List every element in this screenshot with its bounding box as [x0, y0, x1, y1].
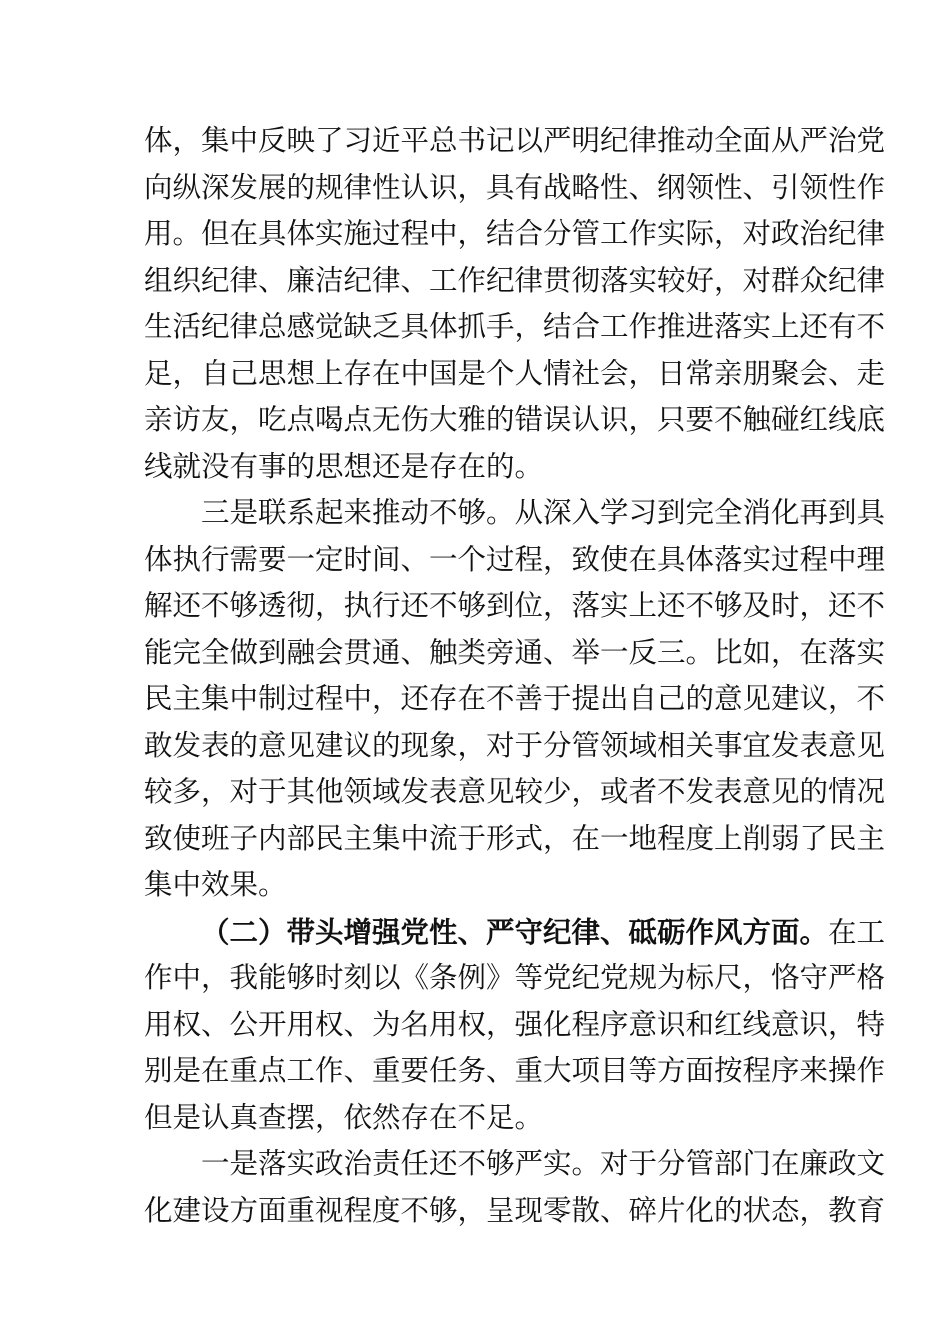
text-line: 一是落实政治责任还不够严实。对于分管部门在廉政文 [201, 1147, 886, 1180]
text-line: 亲访友，吃点喝点无伤大雅的错误认识，只要不触碰红线底 [144, 403, 886, 436]
text-line: 化建设方面重视程度不够，呈现零散、碎片化的状态，教育 [144, 1193, 886, 1227]
text-line: 用。但在具体实施过程中，结合分管工作实际，对政治纪律 [144, 217, 886, 250]
text-line: 线就没有事的思想还是存在的。 [144, 449, 544, 483]
text-line: 致使班子内部民主集中流于形式，在一地程度上削弱了民主 [144, 821, 886, 855]
text-line: 解还不够透彻，执行还不够到位，落实上还不够及时，还不 [144, 589, 886, 622]
text-line: 生活纪律总感觉缺乏具体抓手，结合工作推进落实上还有不 [144, 310, 886, 343]
text-line: 体，集中反映了习近平总书记以严明纪律推动全面从严治党 [144, 124, 886, 157]
text-line: 组织纪律、廉洁纪律、工作纪律贯彻落实较好，对群众纪律 [144, 263, 886, 297]
text-line: 别是在重点工作、重要任务、重大项目等方面按程序来操作 [144, 1054, 886, 1087]
text-line: 敢发表的意见建议的现象，对于分管领域相关事宜发表意见 [144, 728, 886, 762]
text-line: 向纵深发展的规律性认识，具有战略性、纲领性、引领性作 [144, 170, 886, 204]
paragraph [144, 909, 886, 1142]
text-line [144, 909, 886, 956]
document-body [144, 118, 886, 1234]
paragraph [144, 1141, 886, 1234]
paragraph [144, 490, 886, 909]
text-line: 民主集中制过程中，还存在不善于提出自己的意见建议，不 [144, 682, 886, 715]
text-line: 用权、公开用权、为名用权，强化程序意识和红线意识，特 [144, 1007, 886, 1041]
text-line: 足，自己思想上存在中国是个人情社会，日常亲朋聚会、走 [144, 356, 886, 390]
heading-line-rest: 在工 [828, 915, 886, 949]
section-heading: （二）带头增强党性、严守纪律、砥砺作风方面。 [201, 914, 829, 949]
text-line: 但是认真查摆，依然存在不足。 [144, 1100, 544, 1134]
text-line: 能完全做到融会贯通、触类旁通、举一反三。比如，在落实 [144, 635, 886, 669]
text-line: 较多，对于其他领域发表意见较少，或者不发表意见的情况 [144, 775, 886, 808]
paragraph [144, 118, 886, 490]
text-line: 体执行需要一定时间、一个过程，致使在具体落实过程中理 [144, 542, 886, 576]
text-line: 作中，我能够时刻以《条例》等党纪党规为标尺，恪守严格 [144, 961, 886, 994]
text-line: 三是联系起来推动不够。从深入学习到完全消化再到具 [201, 496, 886, 529]
text-line: 集中效果。 [144, 868, 287, 901]
